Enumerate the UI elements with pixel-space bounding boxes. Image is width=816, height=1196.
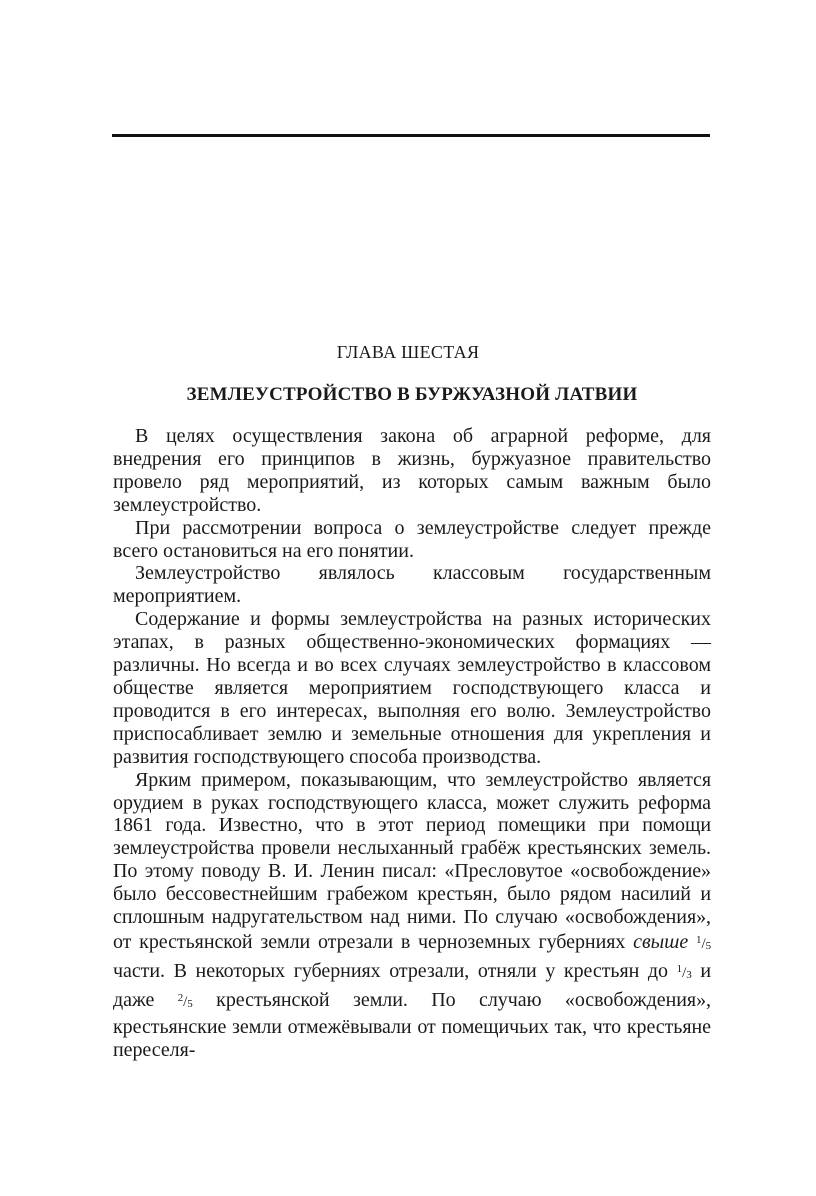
fraction-numerator: 1 xyxy=(676,962,683,975)
chapter-heading: ГЛАВА ШЕСТАЯ xyxy=(336,342,480,362)
paragraph-5-part-1: Ярким примером, показывающим, что землеустройство является орудием в руках господствующего класса, может служить реформа 1861 года. Известно, что в этот период помещики при помощи землеустройства провели неслыханный грабёж крестьянских земель. По этому поводу В. И. Ленин писал: «Пресловутое «освобождение» было бессовестнейшим грабежом крестьян, было рядом насилий и сплошным надругательством над ними. По случаю «освобождения», от крестьянской земли отрезали в черноземных губерниях xyxy=(113,768,711,953)
emphasis-text: свыше xyxy=(633,930,689,953)
fraction-two-fifths: $^2/_5$ xyxy=(177,991,193,1010)
paragraph-4: Содержание и формы землеустройства на разных исторических этапах, в разных общественно-экономических формациях — различны. Но всегда и во всех случаях землеустройство в классовом обществе является мероприятием господствующего класса и проводится в его интересах, выполняя его волю. Землеустройство приспосабливает землю и земельные отношения для укрепления и развития господствующего способа производства. xyxy=(113,608,711,768)
paragraph-5-part-5: крестьянской земли. По случаю «освобождения», крестьянские земли отмежёвывали от помещичьих так, что крестьяне переселя- xyxy=(113,988,711,1061)
fraction-numerator: 1 xyxy=(695,933,702,946)
paragraph-5-part-3: части. В некоторых губерниях отрезали, отняли у крестьян до xyxy=(113,959,677,982)
paragraph-5-part-2 xyxy=(688,931,696,953)
top-rule xyxy=(112,134,710,137)
fraction-denominator: 5 xyxy=(705,939,712,952)
fraction-one-third: $^1/_3$ xyxy=(676,962,692,981)
fraction-denominator: 5 xyxy=(187,997,193,1010)
paragraph-1: В целях осуществления закона об аграрной реформе, для внедрения его принципов в жизнь, буржуазное правительство провело ряд мероприятий, из которых самым важным было землеустройство. xyxy=(113,425,711,516)
fraction-one-fifth: $^1/_5$ xyxy=(695,933,712,952)
body-text xyxy=(113,425,711,1061)
paragraph-3: Землеустройство являлось классовым государственным мероприятием. xyxy=(113,562,711,608)
chapter-title: ЗЕМЛЕУСТРОЙСТВО В БУРЖУАЗНОЙ ЛАТВИИ xyxy=(186,384,638,405)
paragraph-5 xyxy=(113,769,711,1062)
paragraph-5-part-4: и даже xyxy=(113,959,711,1011)
fraction-denominator: 3 xyxy=(686,968,692,981)
fraction-numerator: 2 xyxy=(177,991,184,1004)
paragraph-2: При рассмотрении вопроса о землеустройстве следует прежде всего остановиться на его понятии. xyxy=(113,516,711,562)
